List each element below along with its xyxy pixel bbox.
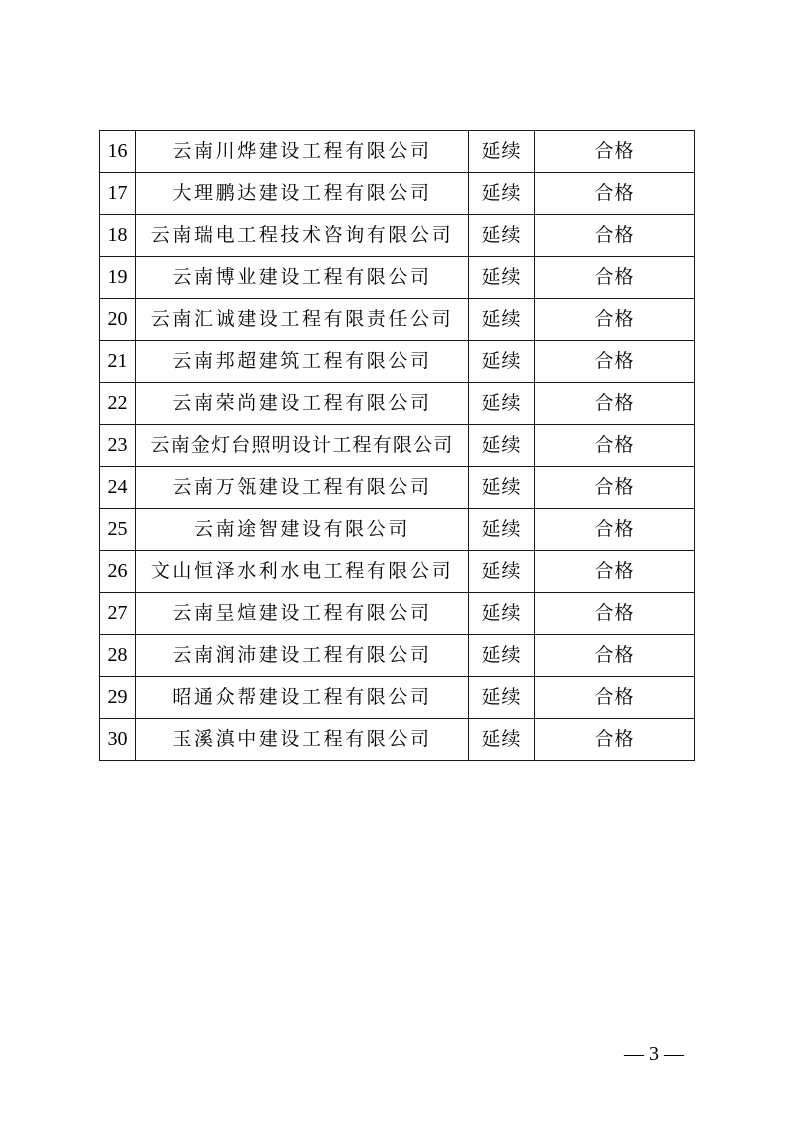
row-number: 29 — [100, 677, 136, 719]
review-result: 合格 — [535, 131, 695, 173]
company-name: 云南汇诚建设工程有限责任公司 — [136, 299, 469, 341]
review-result: 合格 — [535, 215, 695, 257]
application-type: 延续 — [469, 593, 535, 635]
row-number: 16 — [100, 131, 136, 173]
review-result: 合格 — [535, 677, 695, 719]
review-result: 合格 — [535, 257, 695, 299]
page-number: — 3 — — [624, 1043, 684, 1065]
company-name: 云南荣尚建设工程有限公司 — [136, 383, 469, 425]
review-result: 合格 — [535, 173, 695, 215]
company-name: 云南博业建设工程有限公司 — [136, 257, 469, 299]
table-row — [100, 551, 695, 593]
table-row — [100, 257, 695, 299]
row-number: 19 — [100, 257, 136, 299]
table-row — [100, 509, 695, 551]
application-type: 延续 — [469, 215, 535, 257]
company-name: 云南呈煊建设工程有限公司 — [136, 593, 469, 635]
row-number: 26 — [100, 551, 136, 593]
company-name: 云南邦超建筑工程有限公司 — [136, 341, 469, 383]
review-result: 合格 — [535, 719, 695, 761]
company-name: 云南万瓴建设工程有限公司 — [136, 467, 469, 509]
table-row — [100, 467, 695, 509]
application-type: 延续 — [469, 719, 535, 761]
table-row — [100, 425, 695, 467]
row-number: 20 — [100, 299, 136, 341]
review-result: 合格 — [535, 593, 695, 635]
application-type: 延续 — [469, 299, 535, 341]
review-result: 合格 — [535, 383, 695, 425]
table-row — [100, 215, 695, 257]
row-number: 23 — [100, 425, 136, 467]
company-table — [99, 130, 695, 761]
table-row — [100, 677, 695, 719]
review-result: 合格 — [535, 341, 695, 383]
application-type: 延续 — [469, 383, 535, 425]
row-number: 27 — [100, 593, 136, 635]
company-name: 玉溪滇中建设工程有限公司 — [136, 719, 469, 761]
table-row — [100, 719, 695, 761]
application-type: 延续 — [469, 341, 535, 383]
review-result: 合格 — [535, 635, 695, 677]
row-number: 17 — [100, 173, 136, 215]
company-table-container — [99, 130, 694, 761]
row-number: 24 — [100, 467, 136, 509]
application-type: 延续 — [469, 635, 535, 677]
application-type: 延续 — [469, 257, 535, 299]
company-name: 文山恒泽水利水电工程有限公司 — [136, 551, 469, 593]
company-name: 昭通众帮建设工程有限公司 — [136, 677, 469, 719]
row-number: 21 — [100, 341, 136, 383]
company-name: 云南途智建设有限公司 — [136, 509, 469, 551]
company-name: 云南金灯台照明设计工程有限公司 — [136, 425, 469, 467]
application-type: 延续 — [469, 677, 535, 719]
table-row — [100, 299, 695, 341]
table-row — [100, 341, 695, 383]
application-type: 延续 — [469, 551, 535, 593]
row-number: 18 — [100, 215, 136, 257]
application-type: 延续 — [469, 509, 535, 551]
review-result: 合格 — [535, 551, 695, 593]
row-number: 25 — [100, 509, 136, 551]
review-result: 合格 — [535, 509, 695, 551]
company-name: 云南润沛建设工程有限公司 — [136, 635, 469, 677]
company-name: 云南川烨建设工程有限公司 — [136, 131, 469, 173]
company-name: 云南瑞电工程技术咨询有限公司 — [136, 215, 469, 257]
row-number: 22 — [100, 383, 136, 425]
application-type: 延续 — [469, 425, 535, 467]
company-name: 大理鹏达建设工程有限公司 — [136, 173, 469, 215]
table-row — [100, 131, 695, 173]
row-number: 28 — [100, 635, 136, 677]
review-result: 合格 — [535, 467, 695, 509]
table-row — [100, 593, 695, 635]
application-type: 延续 — [469, 173, 535, 215]
review-result: 合格 — [535, 425, 695, 467]
table-row — [100, 383, 695, 425]
table-row — [100, 173, 695, 215]
application-type: 延续 — [469, 131, 535, 173]
table-row — [100, 635, 695, 677]
review-result: 合格 — [535, 299, 695, 341]
row-number: 30 — [100, 719, 136, 761]
application-type: 延续 — [469, 467, 535, 509]
